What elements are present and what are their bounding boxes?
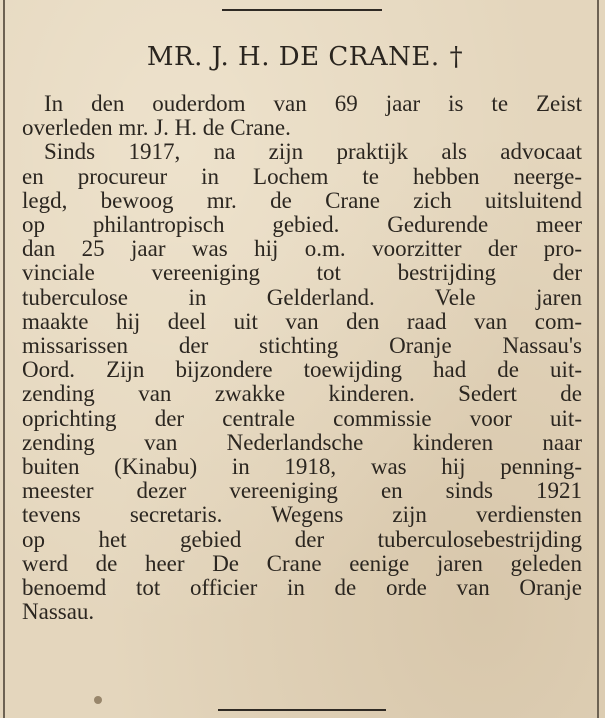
text-line: tevens secretaris. Wegens zijn verdiensten — [22, 502, 582, 528]
text-line: op philantropisch gebied. Gedurende meer — [22, 212, 582, 238]
text-line: Nassau. — [22, 599, 95, 625]
text-line: dan 25 jaar was hij o.m. voorzitter der pro- — [22, 236, 582, 262]
text-line: en procureur in Lochem te hebben neerge- — [22, 163, 582, 189]
bottom-separator-rule — [218, 709, 386, 711]
top-separator-rule — [222, 9, 382, 11]
dagger-symbol: † — [449, 42, 464, 72]
headline-title: MR. J. H. DE CRANE. — [146, 42, 440, 72]
text-line: tuberculose in Gelderland. Vele jaren — [22, 284, 582, 310]
text-line: zending van zwakke kinderen. Sedert de — [22, 381, 582, 407]
text-line: In den ouderdom van 69 jaar is te Zeist — [44, 91, 582, 116]
column-border-right — [597, 0, 599, 718]
ink-smudge — [94, 696, 102, 704]
text-line: Oord. Zijn bijzondere toewijding had de uit- — [22, 357, 582, 383]
text-line: legd, bewoog mr. de Crane zich uitsluitend — [22, 187, 582, 213]
obituary-text — [22, 92, 582, 624]
text-line: overleden mr. J. H. de Crane. — [22, 115, 291, 141]
text-line: maakte hij deel uit van den raad van com- — [22, 308, 582, 334]
text-line: vinciale vereeniging tot bestrijding der — [22, 260, 582, 286]
text-line: meester dezer vereeniging en sinds 1921 — [22, 478, 582, 504]
text-line: missarissen der stichting Oranje Nassau's — [22, 333, 582, 359]
text-line: zending van Nederlandsche kinderen naar — [22, 429, 582, 455]
obituary-headline — [40, 42, 570, 72]
text-line: Sinds 1917, na zijn praktijk als advocaat — [44, 139, 582, 165]
text-line: benoemd tot officier in de orde van Oranje — [22, 575, 582, 601]
text-line: oprichting der centrale commissie voor uit- — [22, 405, 582, 431]
text-line: buiten (Kinabu) in 1918, was hij penning- — [22, 454, 582, 480]
column-border-left — [3, 0, 5, 718]
text-line: werd de heer De Crane eenige jaren geleden — [22, 550, 582, 576]
text-line: op het gebied der tuberculosebestrijding — [22, 526, 582, 552]
